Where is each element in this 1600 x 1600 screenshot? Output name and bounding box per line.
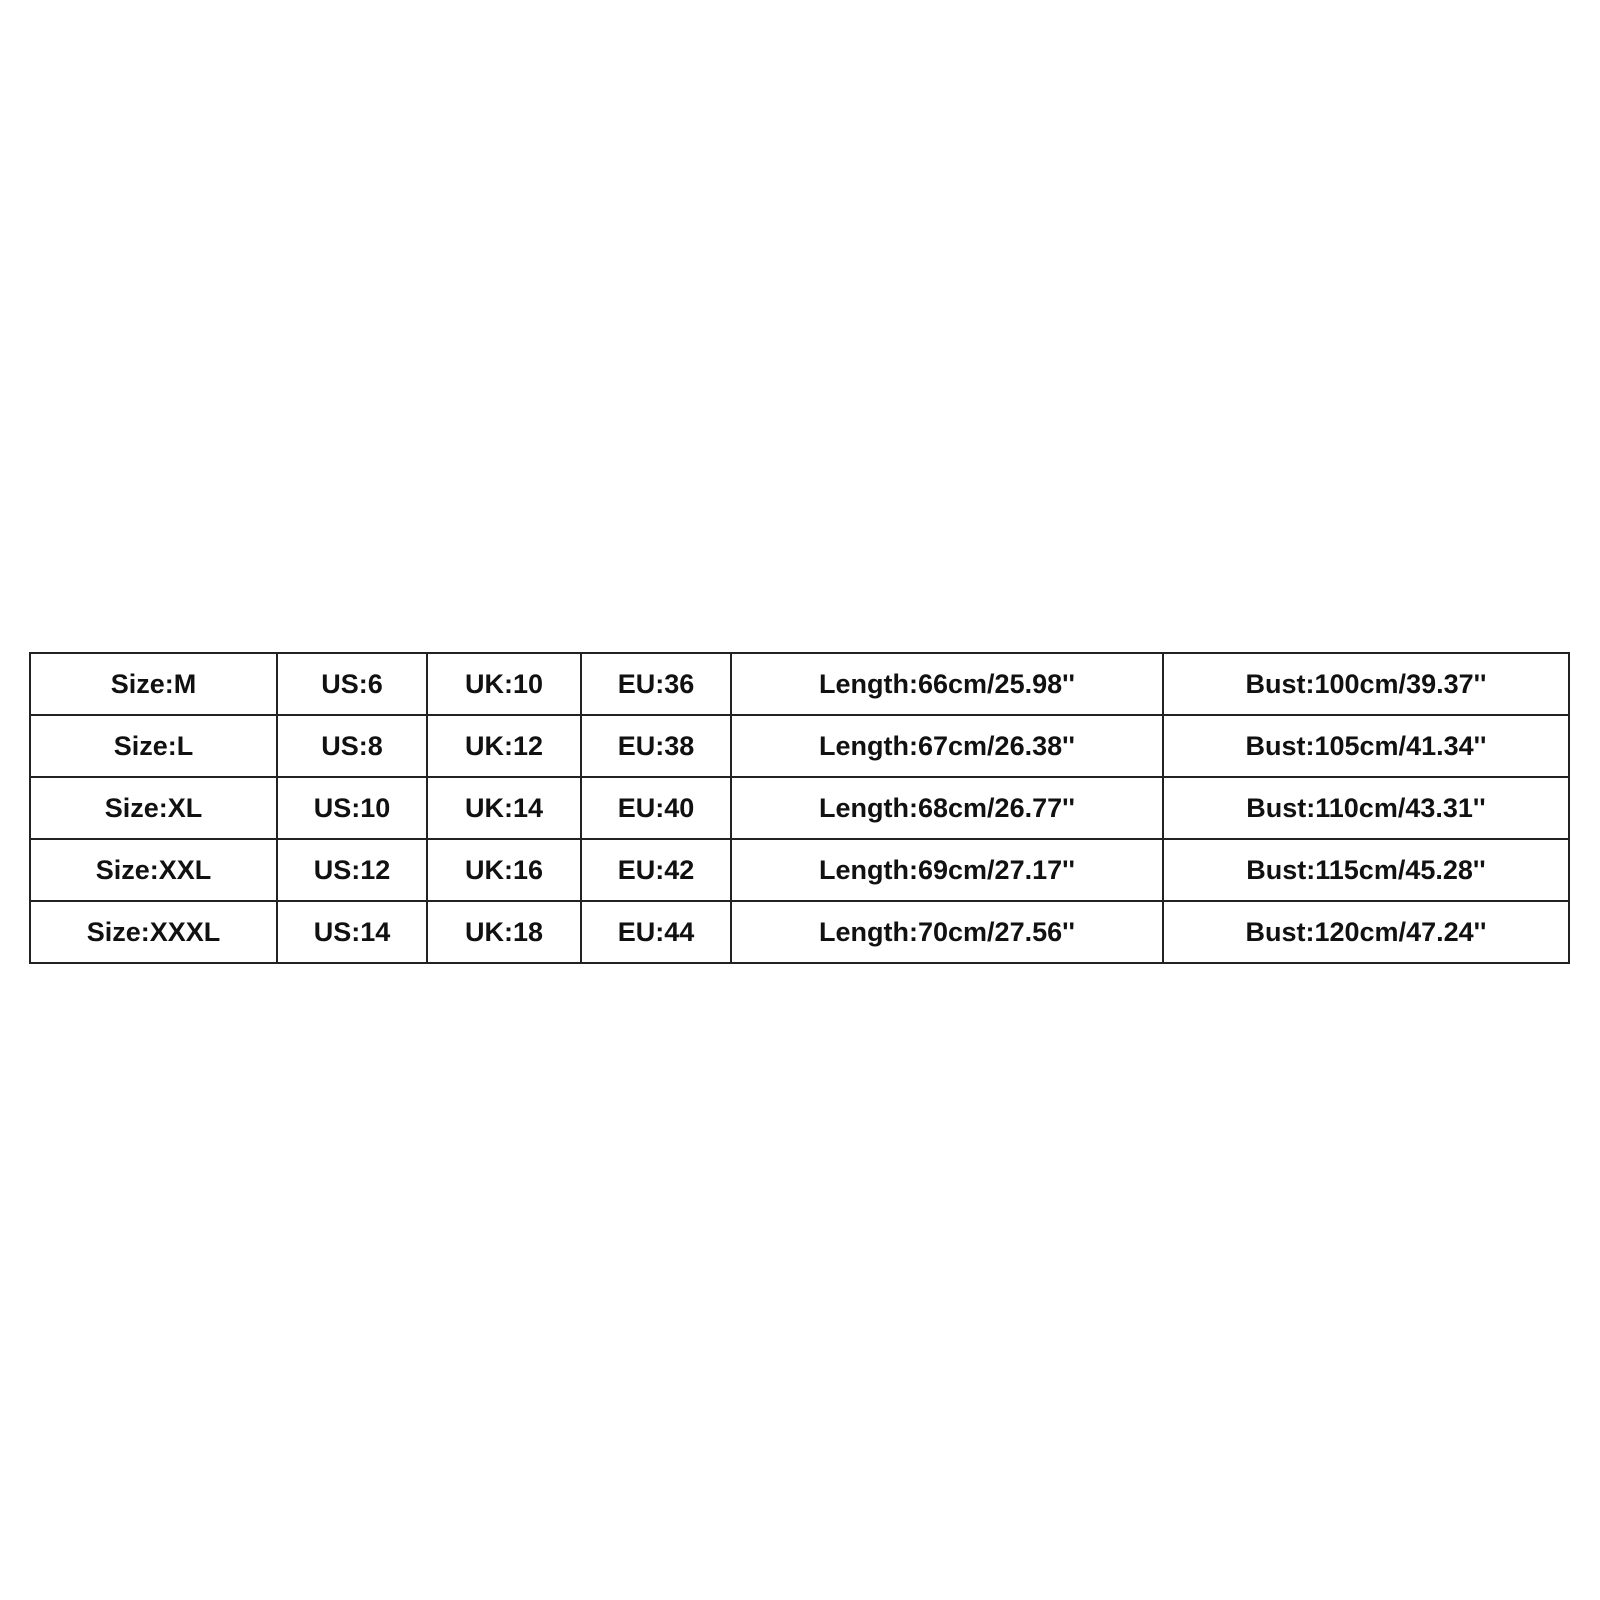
uk-size-cell: UK:12 (427, 715, 581, 777)
us-size-cell: US:6 (277, 653, 427, 715)
us-size-cell: US:8 (277, 715, 427, 777)
eu-size-cell: EU:36 (581, 653, 731, 715)
size-cell: Size:XXXL (30, 901, 277, 963)
uk-size-cell: UK:10 (427, 653, 581, 715)
size-cell: Size:XXL (30, 839, 277, 901)
bust-cell: Bust:120cm/47.24'' (1163, 901, 1569, 963)
size-cell: Size:L (30, 715, 277, 777)
uk-size-cell: UK:16 (427, 839, 581, 901)
us-size-cell: US:12 (277, 839, 427, 901)
size-cell: Size:M (30, 653, 277, 715)
size-chart-table (29, 652, 1570, 964)
length-cell: Length:68cm/26.77'' (731, 777, 1163, 839)
length-cell: Length:67cm/26.38'' (731, 715, 1163, 777)
size-cell: Size:XL (30, 777, 277, 839)
eu-size-cell: EU:42 (581, 839, 731, 901)
length-cell: Length:66cm/25.98'' (731, 653, 1163, 715)
bust-cell: Bust:115cm/45.28'' (1163, 839, 1569, 901)
table-row (30, 653, 1569, 715)
length-cell: Length:70cm/27.56'' (731, 901, 1163, 963)
table-row (30, 777, 1569, 839)
uk-size-cell: UK:14 (427, 777, 581, 839)
bust-cell: Bust:105cm/41.34'' (1163, 715, 1569, 777)
us-size-cell: US:10 (277, 777, 427, 839)
table-row (30, 901, 1569, 963)
eu-size-cell: EU:44 (581, 901, 731, 963)
bust-cell: Bust:100cm/39.37'' (1163, 653, 1569, 715)
eu-size-cell: EU:40 (581, 777, 731, 839)
table-row (30, 715, 1569, 777)
length-cell: Length:69cm/27.17'' (731, 839, 1163, 901)
us-size-cell: US:14 (277, 901, 427, 963)
table-row (30, 839, 1569, 901)
bust-cell: Bust:110cm/43.31'' (1163, 777, 1569, 839)
eu-size-cell: EU:38 (581, 715, 731, 777)
uk-size-cell: UK:18 (427, 901, 581, 963)
